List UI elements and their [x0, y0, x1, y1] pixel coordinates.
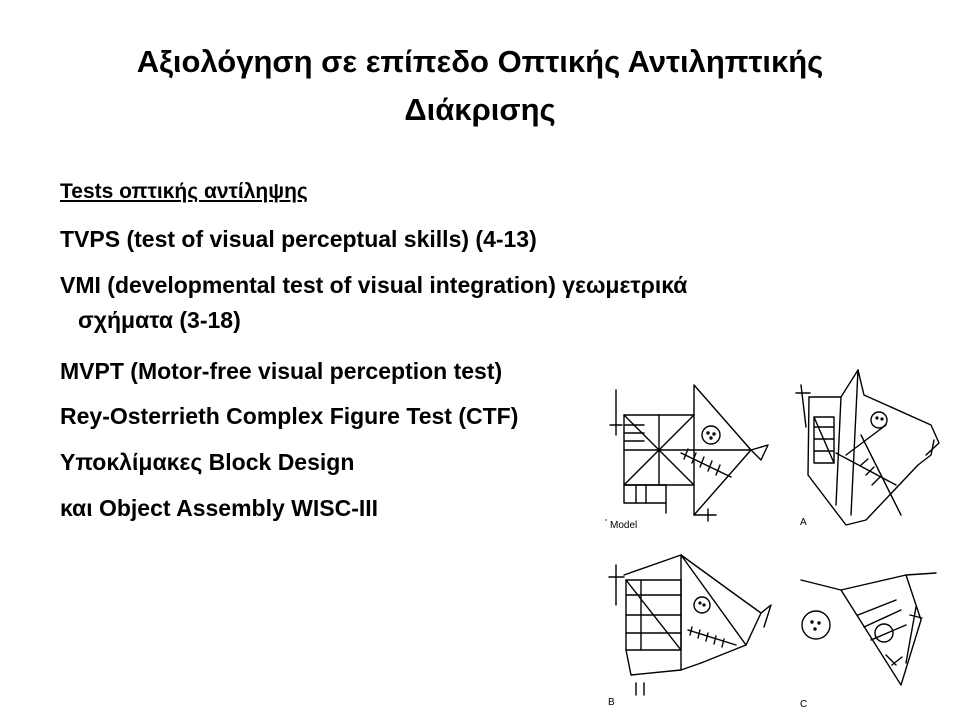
slide-title — [60, 38, 900, 134]
caption-a: A — [800, 517, 807, 528]
item-tvps: TVPS (test of visual perceptual skills) (4-13) — [60, 226, 537, 252]
drawing-a — [796, 370, 939, 525]
item-object-assembly: και Object Assembly WISC-III — [60, 495, 379, 521]
item-vmi-continued: σχήματα (3-18) — [78, 307, 241, 333]
item-vmi: VMI (developmental test of visual integration) γεωμετρικά — [60, 272, 688, 298]
caption-model: Model — [610, 520, 638, 531]
title-line-2: Διάκρισης — [404, 92, 556, 127]
caption-b: B — [608, 697, 615, 708]
model-drawing — [606, 385, 768, 521]
drawing-b — [609, 555, 771, 695]
item-rey-osterrieth: Rey-Osterrieth Complex Figure Test (CTF) — [60, 403, 519, 429]
caption-c: C — [800, 699, 808, 710]
tests-heading: Tests οπτικής αντίληψης — [60, 180, 308, 203]
drawing-c — [801, 573, 936, 685]
rey-complex-figure-drawings — [596, 365, 956, 715]
title-line-1: Αξιολόγηση σε επίπεδο Οπτικής Αντιληπτικής — [136, 44, 824, 79]
item-block-design: Υποκλίμακες Block Design — [60, 449, 355, 475]
item-mvpt: MVPT (Motor-free visual perception test) — [60, 358, 503, 384]
